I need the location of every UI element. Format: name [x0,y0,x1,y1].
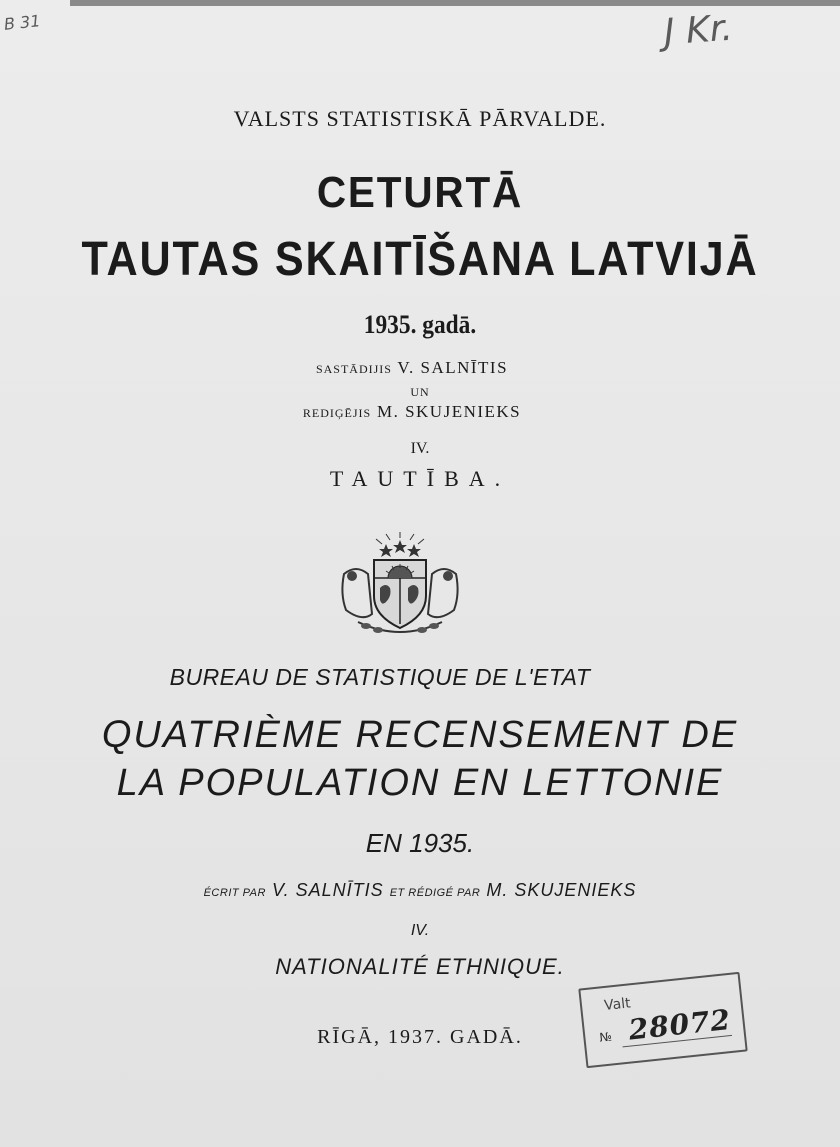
title-french-line1: QUATRIÈME RECENSEMENT DE [101,714,739,756]
subject-latvian: TAUTĪBA. [329,466,511,491]
stamp-number: 28072 [627,1003,733,1047]
scan-edge [70,0,840,6]
subject-french: NATIONALITÉ ETHNIQUE. [275,954,565,979]
title-french-line2: LA POPULATION EN LETTONIE [116,762,724,804]
stamp-label: Valt [603,995,632,1015]
place-and-date: RĪGĀ, 1937. GADĀ. [317,1026,523,1048]
latvia-coat-of-arms-icon [330,530,470,638]
editor-name-french: M. SKUJENIEKS [486,880,637,900]
title-latvian-line1: CETURTĀ [316,168,524,217]
writer-name: V. SALNĪTIS [271,880,384,900]
year-french: EN 1935. [365,828,475,858]
title-latvian-line2: TAUTAS SKAITĪŠANA LATVIJĀ [81,233,759,286]
compiled-label: SASTĀDIJIS [315,362,392,376]
agency-latvian: VALSTS STATISTISKĀ PĀRVALDE. [233,106,607,131]
written-label: ÉCRIT PAR [203,887,266,899]
compiler-name: V. SALNĪTIS [397,358,509,377]
compiler-credit [0,358,832,378]
agency-french: BUREAU DE STATISTIQUE DE L'ETAT [169,664,591,690]
edited-label-french: ET RÉDIGÉ PAR [389,887,481,899]
credits-french [0,880,840,901]
edited-label: REDIĢĒJIS [302,406,372,420]
volume-french: IV. [410,922,430,939]
editor-credit [0,402,832,422]
and-conjunction: UN [410,385,430,399]
year-latvian: 1935. gadā. [363,310,477,339]
editor-name: M. SKUJENIEKS [376,402,522,421]
handwritten-note: J Kr. [662,7,734,54]
volume-latvian: IV. [410,440,430,457]
stamp-number-label: № [598,1029,613,1045]
library-stamp [578,972,747,1068]
handwritten-shelf-mark: B 31 [3,11,42,34]
